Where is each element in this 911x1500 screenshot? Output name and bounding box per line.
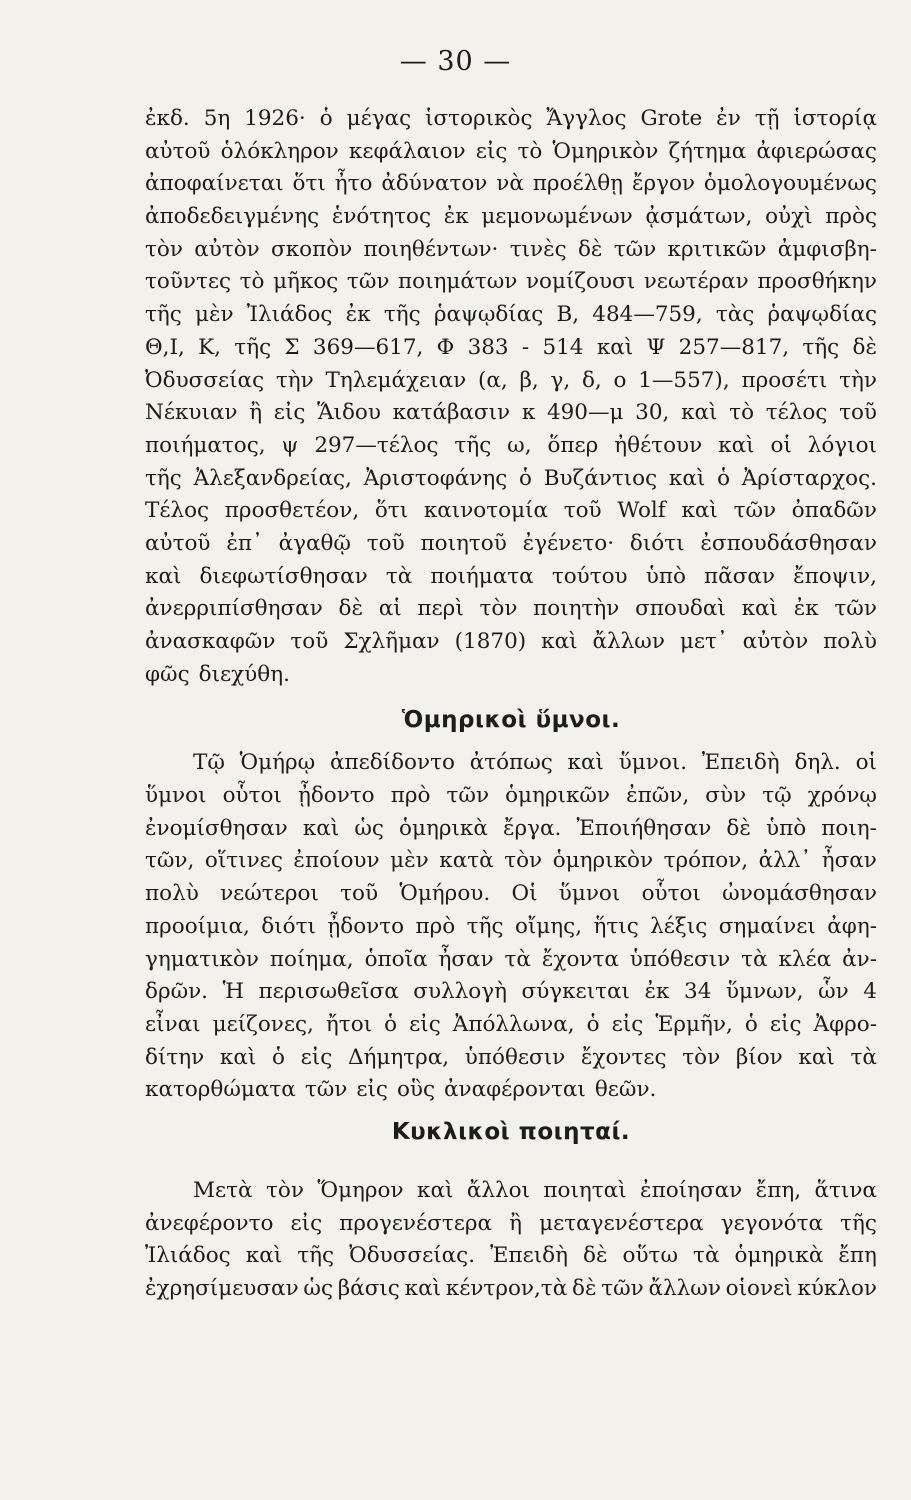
section-heading-homeric-hymns: Ὁμηρικοὶ ὕμνοι. bbox=[401, 707, 621, 734]
text-line: πολὺ νεώτεροι τοῦ Ὁμήρου. Οἱ ὕμνοι οὗτοι ὠνομάσθησαν bbox=[145, 881, 877, 907]
paragraph-intro bbox=[145, 103, 877, 691]
text-line: ἐνομίσθησαν καὶ ὡς ὁμηρικὰ ἔργα. Ἐποιήθησαν δὲ ὑπὸ ποιη- bbox=[145, 815, 877, 841]
text-line: δίτην καὶ ὁ εἰς Δήμητρα, ὑπόθεσιν ἔχοντες τὸν βίον καὶ τὰ bbox=[145, 1044, 877, 1070]
text-line: τῶν, οἵτινες ἐποίουν μὲν κατὰ τὸν ὁμηρικὸν τρόπον, ἀλλ᾽ ἦσαν bbox=[145, 848, 877, 874]
text-line: φῶς διεχύθη. bbox=[145, 661, 290, 687]
text-line: Ἰλιάδος καὶ τῆς Ὀδυσσείας. Ἐπειδὴ δὲ οὕτω τὰ ὁμηρικὰ ἔπη bbox=[145, 1243, 877, 1269]
text-line: κατορθώματα τῶν εἰς οὓς ἀναφέρονται θεῶν. bbox=[145, 1077, 657, 1103]
paragraph-cyclic-poets bbox=[145, 1175, 877, 1306]
text-line: ἀνεφέροντο εἰς προγενέστερα ἢ μεταγενέστερα γεγονότα τῆς bbox=[145, 1210, 877, 1236]
text-line: ἀποφαίνεται ὅτι ἦτο ἀδύνατον νὰ προέλθῃ ἔργον ὁμολογουμένως bbox=[145, 171, 877, 197]
text-line: τῆς μὲν Ἰλιάδος ἐκ τῆς ῥαψῳδίας Β, 484—759, τὰς ῥαψῳδίας bbox=[145, 302, 877, 328]
text-line: Ὀδυσσείας τὴν Τηλεμάχειαν (α, β, γ, δ, ο 1—557), προσέτι τὴν bbox=[145, 367, 877, 393]
text-line: ἐκδ. 5η 1926· ὁ μέγας ἱστορικὸς Ἄγγλος Grote ἐν τῇ ἱστορίᾳ bbox=[145, 106, 877, 131]
paragraph-homeric-hymns bbox=[145, 747, 877, 1107]
text-line: ἀνασκαφῶν τοῦ Σχλῆμαν (1870) καὶ ἄλλων μετ᾽ αὐτὸν πολὺ bbox=[145, 629, 877, 654]
text-line: ὕμνοι οὗτοι ᾖδοντο πρὸ τῶν ὁμηρικῶν ἐπῶν, σὺν τῷ χρόνῳ bbox=[145, 783, 877, 809]
text-line: αὐτοῦ ἐπ᾽ ἀγαθῷ τοῦ ποιητοῦ ἐγένετο· διότι ἐσπουδάσθησαν bbox=[145, 530, 877, 556]
section-heading-cyclic-poets: Κυκλικοὶ ποιηταί. bbox=[391, 1118, 631, 1145]
text-line: καὶ διεφωτίσθησαν τὰ ποιήματα τούτου ὑπὸ πᾶσαν ἔποψιν, bbox=[145, 563, 877, 589]
text-line: ἐχρησίμευσαν ὡς βάσις καὶ κέντρον,τὰ δὲ τῶν ἄλλων οἱονεὶ κύκλον bbox=[145, 1276, 877, 1301]
text-line: δρῶν. Ἡ περισωθεῖσα συλλογὴ σύγκειται ἐκ 34 ὕμνων, ὧν 4 bbox=[145, 979, 877, 1005]
text-line: αὐτοῦ ὁλόκληρον κεφάλαιον εἰς τὸ Ὁμηρικὸν ζήτημα ἀφιερώσας bbox=[145, 138, 877, 164]
text-line: ποιήματος, ψ 297—τέλος τῆς ω, ὅπερ ἠθέτουν καὶ οἱ λόγιοι bbox=[145, 432, 877, 458]
text-line: Τέλος προσθετέον, ὅτι καινοτομία τοῦ Wolf καὶ τῶν ὀπαδῶν bbox=[145, 498, 877, 524]
text-line: Τῷ Ὁμήρῳ ἀπεδίδοντο ἀτόπως καὶ ὕμνοι. Ἐπειδὴ δηλ. οἱ bbox=[193, 750, 877, 776]
text-line: εἶναι μείζονες, ἤτοι ὁ εἰς Ἀπόλλωνα, ὁ εἰς Ἑρμῆν, ὁ εἰς Ἀφρο- bbox=[145, 1011, 877, 1037]
text-line: Νέκυιαν ἢ εἰς Ἅιδου κατάβασιν κ 490—μ 30, καὶ τὸ τέλος τοῦ bbox=[145, 400, 877, 426]
text-line: προοίμια, διότι ᾖδοντο πρὸ τῆς οἴμης, ἥτις λέξις σημαίνει ἀφη- bbox=[145, 913, 877, 939]
text-line: Μετὰ τὸν Ὅμηρον καὶ ἄλλοι ποιηταὶ ἐποίησαν ἔπη, ἅτινα bbox=[193, 1177, 877, 1203]
text-line: Θ,Ι, Κ, τῆς Σ 369—617, Φ 383 - 514 καὶ Ψ 257—817, τῆς δὲ bbox=[145, 334, 877, 360]
text-line: ἀνερριπίσθησαν δὲ αἱ περὶ τὸν ποιητὴν σπουδαὶ καὶ ἐκ τῶν bbox=[145, 596, 877, 622]
text-line: γηματικὸν ποίημα, ὁποῖα ἦσαν τὰ ἔχοντα ὑπόθεσιν τὰ κλέα ἀν- bbox=[145, 946, 877, 972]
text-block bbox=[145, 103, 877, 1306]
text-line: τὸν αὐτὸν σκοπὸν ποιηθέντων· τινὲς δὲ τῶν κριτικῶν ἀμφισβη- bbox=[145, 236, 877, 262]
text-line: τοῦντες τὸ μῆκος τῶν ποιημάτων νομίζουσι νεωτέραν προσθήκην bbox=[145, 269, 877, 295]
text-line: τῆς Ἀλεξανδρείας, Ἀριστοφάνης ὁ Βυζάντιος καὶ ὁ Ἀρίσταρχος. bbox=[145, 465, 877, 491]
page-number: — 30 — bbox=[399, 46, 512, 77]
text-line: ἀποδεδειγμένης ἑνότητος ἐκ μεμονωμένων ᾀσμάτων, οὐχὶ πρὸς bbox=[145, 204, 877, 230]
